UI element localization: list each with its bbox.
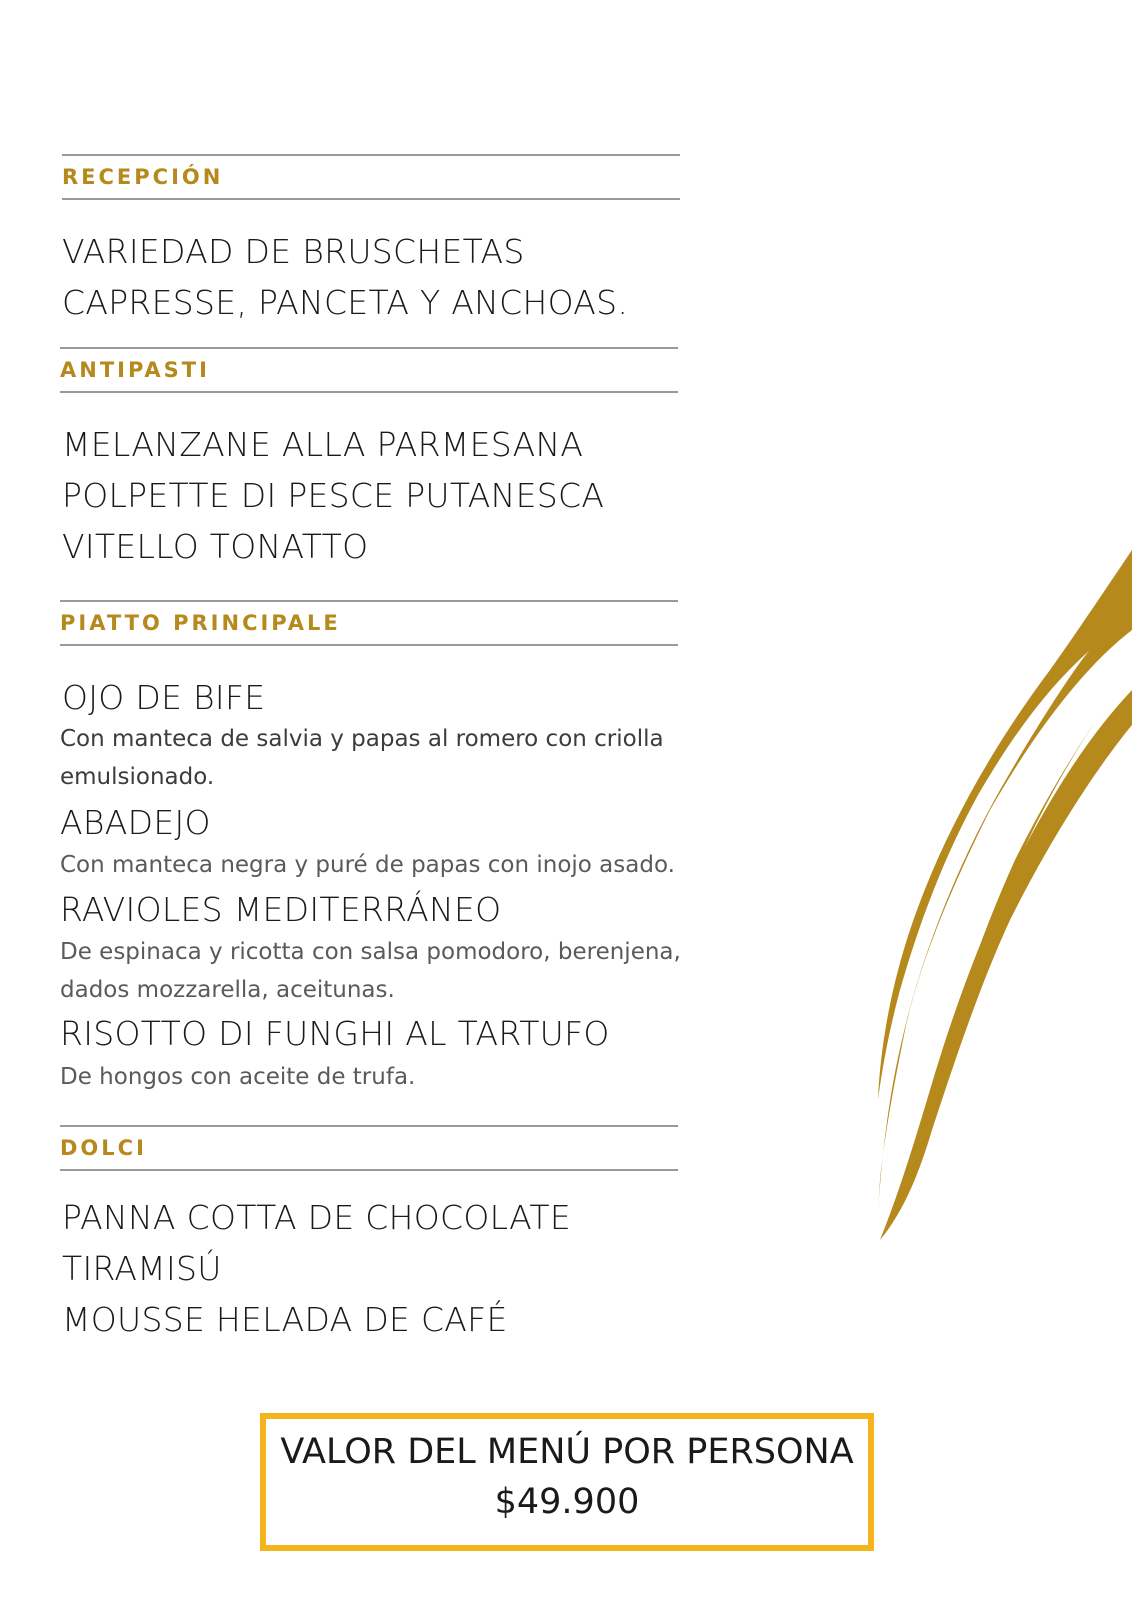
menu-item: CAPRESSE, PANCETA Y ANCHOAS.	[62, 283, 629, 322]
section-header-dolci	[60, 1125, 678, 1171]
menu-item: PANNA COTTA DE CHOCOLATE	[62, 1198, 572, 1237]
menu-item: VARIEDAD DE BRUSCHETAS	[62, 232, 525, 271]
dish-name: OJO DE BIFE	[62, 678, 266, 717]
section-header-recepcion	[62, 154, 680, 200]
menu-item: TIRAMISÚ	[62, 1249, 222, 1288]
section-header-antipasti	[60, 347, 678, 393]
price-box	[260, 1413, 874, 1551]
dish-description: De hongos con aceite de trufa.	[60, 1064, 416, 1090]
gold-brush-stroke-decoration	[860, 550, 1132, 1240]
dish-description: De espinaca y ricotta con salsa pomodoro, berenjena, dados mozzarella, aceitunas.	[60, 939, 681, 1003]
price-value: $49.900	[494, 1482, 640, 1522]
section-header-piatto-principale	[60, 600, 678, 646]
section-title-antipasti: ANTIPASTI	[60, 358, 210, 382]
dish-name: ABADEJO	[60, 803, 211, 842]
section-title-recepcion: RECEPCIÓN	[62, 165, 224, 189]
section-title-piatto-principale: PIATTO PRINCIPALE	[60, 611, 341, 635]
price-label: VALOR DEL MENÚ POR PERSONA	[280, 1432, 854, 1472]
menu-item: POLPETTE DI PESCE PUTANESCA	[62, 476, 605, 515]
dish-description: Con manteca negra y puré de papas con inojo asado.	[60, 852, 675, 878]
menu-item: MOUSSE HELADA DE CAFÉ	[62, 1300, 508, 1339]
menu-item: MELANZANE ALLA PARMESANA	[62, 425, 584, 464]
section-title-dolci: DOLCI	[60, 1136, 147, 1160]
dish-name: RAVIOLES MEDITERRÁNEO	[60, 890, 502, 929]
menu-item: VITELLO TONATTO	[62, 527, 369, 566]
dish-description: Con manteca de salvia y papas al romero con criolla emulsionado.	[60, 726, 664, 790]
dish-name: RISOTTO DI FUNGHI AL TARTUFO	[60, 1014, 610, 1053]
